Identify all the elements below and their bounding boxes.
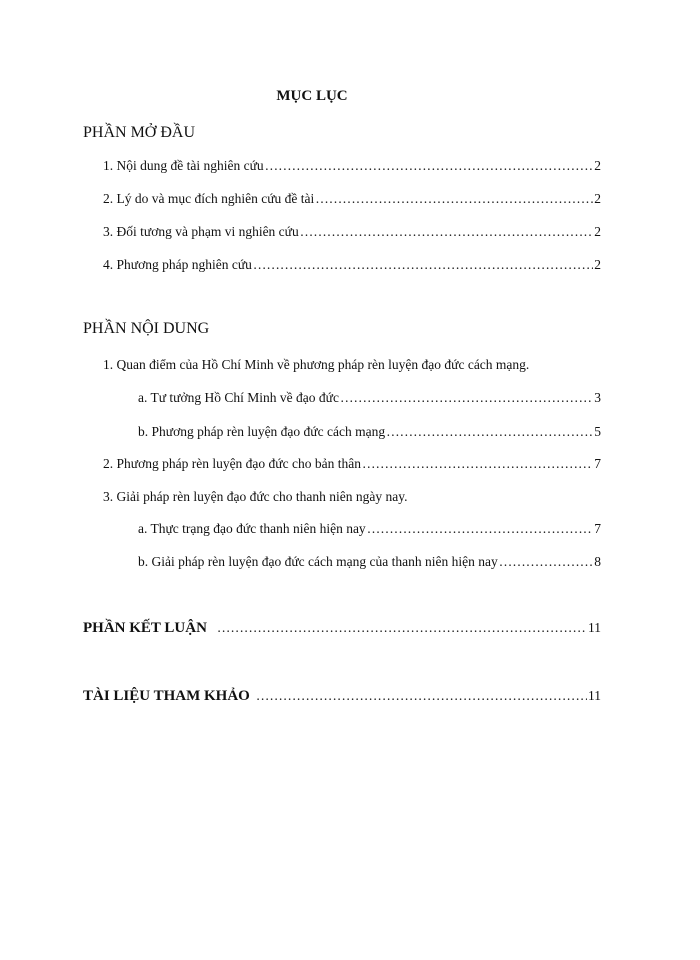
entry-label: 1. Nội dung đề tài nghiên cứu <box>103 158 264 173</box>
toc-entry[interactable] <box>103 224 601 240</box>
toc-entry[interactable] <box>103 257 601 273</box>
section-heading: PHẦN MỞ ĐẦU <box>83 124 196 141</box>
dot-leader <box>362 456 593 472</box>
toc-entry[interactable] <box>138 521 601 537</box>
entry-label: 1. Quan điểm của Hồ Chí Minh về phương pháp rèn luyện đạo đức cách mạng. <box>103 357 530 372</box>
toc-entry[interactable] <box>103 456 601 472</box>
entry-label: a. Tư tưởng Hồ Chí Minh về đạo đức <box>138 390 339 405</box>
toc-entry[interactable] <box>103 357 601 373</box>
dot-leader <box>300 224 594 240</box>
entry-label: 4. Phương pháp nghiên cứu <box>103 257 252 272</box>
page-number: 2 <box>594 257 601 272</box>
toc-entry[interactable] <box>103 158 601 174</box>
entry-label: PHẦN KẾT LUẬN <box>83 620 207 636</box>
dot-leader <box>499 554 594 570</box>
page-number: 3 <box>594 390 601 405</box>
toc-entry[interactable] <box>103 489 601 505</box>
dot-leader <box>386 424 593 440</box>
page-number: 2 <box>594 191 601 206</box>
entry-label: 3. Đối tương và phạm vi nghiên cứu <box>103 224 299 239</box>
dot-leader <box>340 390 593 406</box>
toc-entry[interactable] <box>138 424 601 440</box>
toc-entry[interactable] <box>138 554 601 570</box>
dot-leader <box>265 158 594 174</box>
section-heading: PHẦN NỘI DUNG <box>83 320 210 337</box>
entry-label: 2. Phương pháp rèn luyện đạo đức cho bản thân <box>103 456 361 471</box>
dot-leader <box>217 620 587 636</box>
entry-label: b. Giải pháp rèn luyện đạo đức cách mạng của thanh niên hiện nay <box>138 554 498 569</box>
entry-label: a. Thực trạng đạo đức thanh niên hiện nay <box>138 521 366 536</box>
page-number: 8 <box>594 554 601 569</box>
entry-label: 2. Lý do và mục đích nghiên cứu đề tài <box>103 191 315 206</box>
dot-leader <box>256 688 587 704</box>
dot-leader <box>315 191 593 207</box>
entry-label: b. Phương pháp rèn luyện đạo đức cách mạng <box>138 424 386 439</box>
toc-entry-conclusion[interactable] <box>83 620 601 637</box>
toc-entry[interactable] <box>138 390 601 406</box>
toc-entry-references[interactable] <box>83 688 601 705</box>
page-number: 5 <box>594 424 601 439</box>
dot-leader <box>367 521 594 537</box>
page-number: 2 <box>594 224 601 239</box>
page-number: 7 <box>594 521 601 536</box>
toc-title: MỤC LỤC <box>276 88 348 104</box>
dot-leader <box>253 257 593 273</box>
page-number: 2 <box>594 158 601 173</box>
entry-label: 3. Giải pháp rèn luyện đạo đức cho thanh niên ngày nay. <box>103 489 408 504</box>
toc-entry[interactable] <box>103 191 601 207</box>
page-number: 11 <box>588 688 601 703</box>
page-number: 11 <box>588 620 601 635</box>
page-number: 7 <box>594 456 601 471</box>
entry-label: TÀI LIỆU THAM KHẢO <box>83 688 250 704</box>
